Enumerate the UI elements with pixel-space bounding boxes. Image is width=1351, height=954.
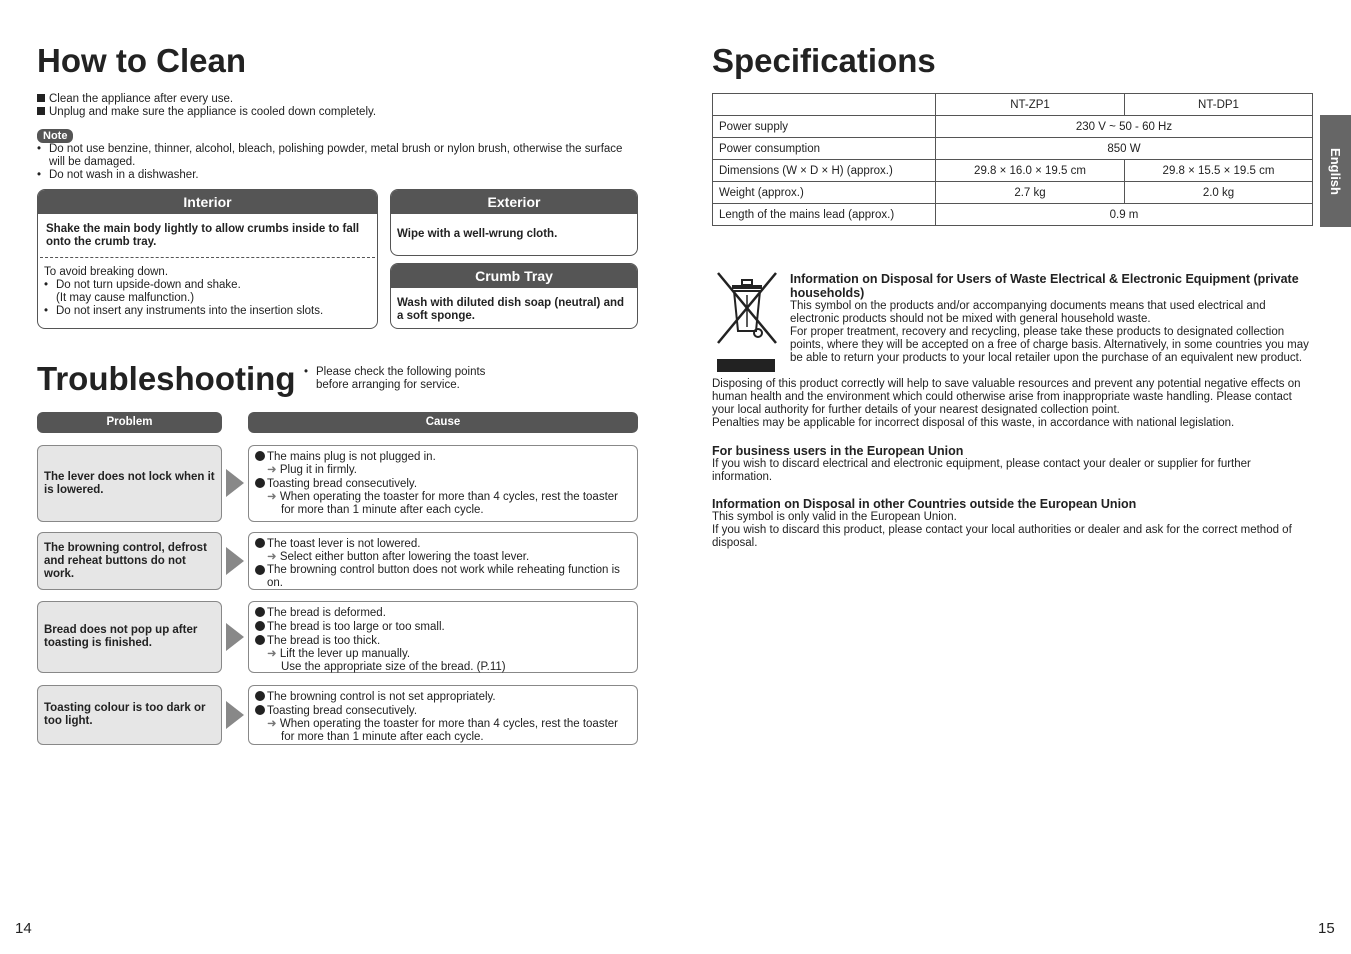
bullet-dot-icon bbox=[255, 451, 265, 461]
table-cell: 29.8 × 15.5 × 19.5 cm bbox=[1125, 160, 1313, 182]
cause-line bbox=[255, 537, 631, 551]
row-label: Dimensions (W × D × H) (approx.) bbox=[713, 160, 936, 182]
outside-eu-heading: Information on Disposal in other Countries outside the European Union bbox=[712, 497, 1137, 511]
note-list bbox=[37, 143, 637, 182]
language-tab-label: English bbox=[1328, 147, 1344, 195]
note-text: Do not wash in a dishwasher. bbox=[49, 169, 199, 181]
cause-remedy bbox=[255, 551, 631, 564]
remedy-text: Use the appropriate size of the bread. (P.11) bbox=[281, 661, 506, 673]
arrow-right-icon bbox=[226, 547, 244, 575]
interior-sub bbox=[38, 258, 377, 322]
intro-list bbox=[37, 93, 637, 119]
troubleshooting-note-line: before arranging for service. bbox=[316, 379, 460, 391]
weee-bin-icon bbox=[712, 271, 782, 375]
power-supply-voltage: 230 V bbox=[1075, 120, 1106, 133]
troubleshooting-note: • Please check the following points before arranging for service. bbox=[304, 366, 524, 392]
bullet-dot-icon bbox=[255, 635, 265, 645]
disposal-paragraph: This symbol on the products and/or accompanying documents means that used electrical and electronic products should not be mixed with general household waste. bbox=[790, 300, 1266, 325]
cause-text: Toasting bread consecutively. bbox=[267, 478, 418, 490]
cause-text: The mains plug is not plugged in. bbox=[267, 451, 436, 463]
interior-box bbox=[37, 189, 378, 329]
table-cell bbox=[713, 94, 936, 116]
cause-line bbox=[255, 690, 631, 704]
table-row bbox=[713, 116, 1313, 138]
table-row bbox=[713, 138, 1313, 160]
interior-bullet: • Do not turn upside-down and shake. bbox=[44, 279, 241, 291]
arrow-right-icon bbox=[226, 701, 244, 729]
crumb-tray-box bbox=[390, 263, 638, 329]
remedy-text: Select either button after lowering the toast lever. bbox=[279, 551, 530, 563]
row-label: Weight (approx.) bbox=[713, 182, 936, 204]
cause-text: The toast lever is not lowered. bbox=[267, 538, 421, 550]
cause-text: The browning control is not set appropriately. bbox=[267, 691, 496, 703]
intro-item bbox=[37, 93, 637, 106]
cause-cell bbox=[248, 445, 638, 522]
bullet-dot-icon bbox=[255, 705, 265, 715]
note-item: • Do not wash in a dishwasher. bbox=[37, 169, 199, 181]
disposal-paragraph: Penalties may be applicable for incorrect disposal of this waste, in accordance with national legislation. bbox=[712, 417, 1235, 429]
crumb-tray-title: Crumb Tray bbox=[391, 264, 637, 288]
cause-remedy bbox=[255, 464, 631, 477]
outside-eu-text: This symbol is only valid in the European Union. bbox=[712, 511, 957, 523]
ac-wave-icon: ~ bbox=[1109, 120, 1116, 133]
bullet-dot-icon bbox=[255, 607, 265, 617]
cause-text: Toasting bread consecutively. bbox=[267, 705, 418, 717]
bullet-dot-icon bbox=[255, 621, 265, 631]
page-number-right: 15 bbox=[1318, 920, 1335, 937]
bullet-dot-icon bbox=[255, 538, 265, 548]
exterior-text: Wipe with a well-wrung cloth. bbox=[397, 228, 558, 240]
interior-sub-intro: To avoid breaking down. bbox=[44, 266, 169, 278]
disposal-section-continued bbox=[712, 378, 1312, 430]
remedy-text: for more than 1 minute after each cycle. bbox=[281, 504, 484, 516]
cause-header: Cause bbox=[248, 412, 638, 433]
table-cell: 0.9 m bbox=[936, 204, 1313, 226]
interior-bullet-sub: (It may cause malfunction.) bbox=[56, 292, 195, 304]
cause-cell bbox=[248, 685, 638, 745]
troubleshooting-note-line: Please check the following points bbox=[316, 366, 486, 378]
problem-cell: Bread does not pop up after toasting is finished. bbox=[37, 601, 222, 673]
table-row bbox=[713, 94, 1313, 116]
cause-line bbox=[255, 564, 631, 590]
table-row bbox=[713, 182, 1313, 204]
problem-cell: Toasting colour is too dark or too light. bbox=[37, 685, 222, 745]
square-bullet-icon bbox=[37, 94, 45, 102]
disposal-paragraph: Disposing of this product correctly will help to save valuable resources and prevent any potential negative effects on human health and the environment which could otherwise arise from inappropriate waste handling. Please contact your local authority for further details of your nearest designated collection point. bbox=[712, 378, 1301, 416]
arrow-icon: ➜ bbox=[267, 491, 280, 503]
outside-eu-section bbox=[712, 497, 1312, 550]
interior-bullet-text: Do not insert any instruments into the insertion slots. bbox=[56, 305, 324, 317]
intro-text: Clean the appliance after every use. bbox=[49, 93, 234, 105]
arrow-right-icon bbox=[226, 469, 244, 497]
cause-line bbox=[255, 477, 631, 491]
note-item: • Do not use benzine, thinner, alcohol, bleach, polishing powder, metal brush or nylon brush, otherwise the surface will be damaged. bbox=[37, 143, 637, 169]
bullet-dot-icon bbox=[255, 565, 265, 575]
troubleshooting-title: Troubleshooting bbox=[37, 360, 296, 397]
square-bullet-icon bbox=[37, 107, 45, 115]
table-cell: 2.7 kg bbox=[936, 182, 1125, 204]
intro-text: Unplug and make sure the appliance is cooled down completely. bbox=[49, 106, 377, 118]
table-cell: 850 W bbox=[936, 138, 1313, 160]
problem-cell: The browning control, defrost and reheat buttons do not work. bbox=[37, 532, 222, 590]
cause-line bbox=[255, 606, 631, 620]
outside-eu-text: If you wish to discard this product, please contact your local authorities or dealer and ask for the correct method of disposal. bbox=[712, 524, 1292, 549]
table-cell: 2.0 kg bbox=[1125, 182, 1313, 204]
cause-text: The bread is too thick. bbox=[267, 635, 381, 647]
specifications-title: Specifications bbox=[712, 42, 936, 79]
interior-main-text: Shake the main body lightly to allow crumbs inside to fall onto the crumb tray. bbox=[40, 214, 375, 258]
bullet-dot-icon bbox=[255, 478, 265, 488]
business-heading: For business users in the European Union bbox=[712, 444, 964, 458]
cause-cell bbox=[248, 601, 638, 673]
cause-line bbox=[255, 620, 631, 634]
interior-bullet-text: Do not turn upside-down and shake. bbox=[56, 279, 241, 291]
arrow-icon: ➜ bbox=[267, 718, 280, 730]
cause-line bbox=[255, 704, 631, 718]
specifications-table bbox=[712, 93, 1313, 226]
cause-line bbox=[255, 450, 631, 464]
power-supply-frequency: 50 - 60 Hz bbox=[1119, 120, 1173, 133]
interior-title: Interior bbox=[38, 190, 377, 214]
table-cell: 29.8 × 16.0 × 19.5 cm bbox=[936, 160, 1125, 182]
crumb-tray-text: Wash with diluted dish soap (neutral) and a soft sponge. bbox=[397, 297, 625, 322]
cause-text: The bread is too large or too small. bbox=[267, 621, 445, 633]
how-to-clean-title: How to Clean bbox=[37, 42, 247, 79]
note-badge bbox=[37, 126, 73, 144]
row-label: Power supply bbox=[713, 116, 936, 138]
language-tab bbox=[1320, 115, 1351, 227]
note-label: Note bbox=[37, 129, 73, 143]
cause-remedy bbox=[255, 718, 631, 731]
intro-item bbox=[37, 106, 637, 119]
cause-line bbox=[255, 634, 631, 648]
cause-cell bbox=[248, 532, 638, 590]
disposal-heading: Information on Disposal for Users of Waste Electrical & Electronic Equipment (private households) bbox=[790, 272, 1299, 300]
arrow-right-icon bbox=[226, 623, 244, 651]
remedy-text: Plug it in firmly. bbox=[279, 464, 357, 476]
bullet-dot-icon bbox=[255, 691, 265, 701]
cause-remedy bbox=[255, 648, 631, 661]
row-label: Power consumption bbox=[713, 138, 936, 160]
remedy-text: When operating the toaster for more than 4 cycles, rest the toaster bbox=[279, 491, 618, 503]
table-row bbox=[713, 204, 1313, 226]
model-header: NT-ZP1 bbox=[936, 94, 1125, 116]
row-label: Length of the mains lead (approx.) bbox=[713, 204, 936, 226]
problem-header: Problem bbox=[37, 412, 222, 433]
arrow-icon: ➜ bbox=[267, 464, 280, 476]
cause-text: The bread is deformed. bbox=[267, 607, 386, 619]
disposal-section bbox=[790, 272, 1310, 365]
business-text: If you wish to discard electrical and electronic equipment, please contact your dealer or supplier for further information. bbox=[712, 458, 1251, 483]
exterior-box bbox=[390, 189, 638, 256]
table-row bbox=[713, 160, 1313, 182]
note-text: Do not use benzine, thinner, alcohol, bleach, polishing powder, metal brush or nylon brush, otherwise the surface will be damaged. bbox=[49, 143, 623, 168]
exterior-title: Exterior bbox=[391, 190, 637, 214]
interior-bullet: • Do not insert any instruments into the insertion slots. bbox=[44, 305, 324, 317]
arrow-icon: ➜ bbox=[267, 551, 280, 563]
remedy-text: for more than 1 minute after each cycle. bbox=[281, 731, 484, 743]
remedy-text: Lift the lever up manually. bbox=[279, 648, 411, 660]
cause-text: The browning control button does not work while reheating function is on. bbox=[267, 564, 620, 589]
cause-remedy bbox=[255, 491, 631, 504]
remedy-text: When operating the toaster for more than 4 cycles, rest the toaster bbox=[279, 718, 618, 730]
model-header: NT-DP1 bbox=[1125, 94, 1313, 116]
disposal-paragraph: For proper treatment, recovery and recycling, please take these products to designated collection points, where they will be accepted on a free of charge basis. Alternatively, in some countries you may be able to return your products to your local retailer upon the purchase of an equivalent new product. bbox=[790, 326, 1309, 364]
problem-cell: The lever does not lock when it is lowered. bbox=[37, 445, 222, 522]
page-number-left: 14 bbox=[15, 920, 32, 937]
business-section bbox=[712, 444, 1312, 484]
arrow-icon: ➜ bbox=[267, 648, 280, 660]
table-cell bbox=[936, 116, 1313, 138]
